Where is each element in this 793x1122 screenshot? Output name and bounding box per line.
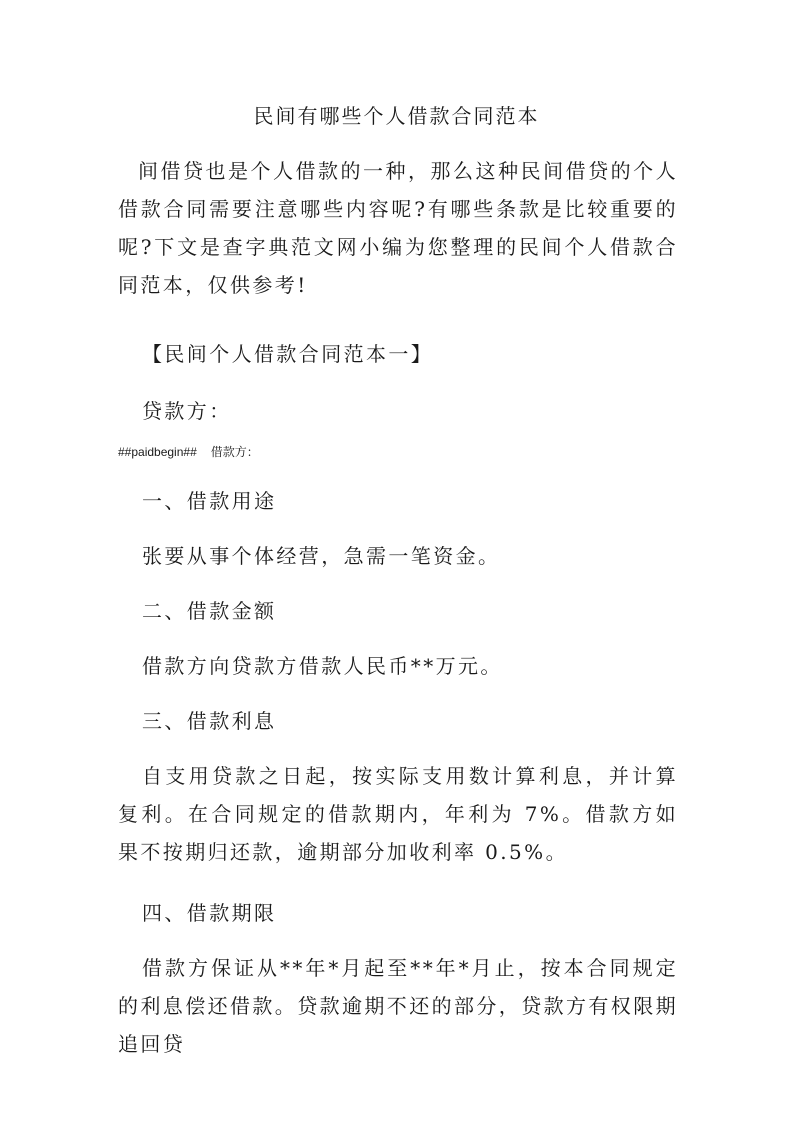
section-title: 【民间个人借款合同范本一】 bbox=[142, 342, 434, 366]
intro-paragraph: 间借贷也是个人借款的一种，那么这种民间借贷的个人借款合同需要注意哪些内容呢?有哪些条款是比较重要的呢?下文是查字典范文网小编为您整理的民间个人借款合同范本，仅供参考! bbox=[118, 159, 678, 297]
clause-heading: 三、借款利息 bbox=[142, 709, 277, 733]
clause-text: 张要从事个体经营，急需一笔资金。 bbox=[142, 544, 501, 568]
clause-heading: 四、借款期限 bbox=[142, 901, 277, 925]
borrower-label: 借款方： bbox=[210, 445, 259, 459]
paid-marker: ##paidbegin## bbox=[118, 445, 197, 459]
clause-text: 借款方保证从**年*月起至**年*月止，按本合同规定的利息偿还借款。贷款逾期不还的部分，贷款方有权限期追回贷 bbox=[118, 956, 678, 1056]
document-title: 民间有哪些个人借款合同范本 bbox=[253, 104, 540, 128]
clause-heading: 二、借款金额 bbox=[142, 599, 277, 623]
clause-heading: 一、借款用途 bbox=[142, 489, 277, 513]
clause-text: 自支用贷款之日起，按实际支用数计算利息，并计算复利。在合同规定的借款期内，年利为 7%。借款方如果不按期归还款，逾期部分加收利率 0.5%。 bbox=[118, 764, 678, 864]
clause-text: 借款方向贷款方借款人民币**万元。 bbox=[142, 654, 503, 678]
paid-marker-line bbox=[118, 443, 259, 461]
lender-label: 贷款方： bbox=[142, 399, 232, 423]
